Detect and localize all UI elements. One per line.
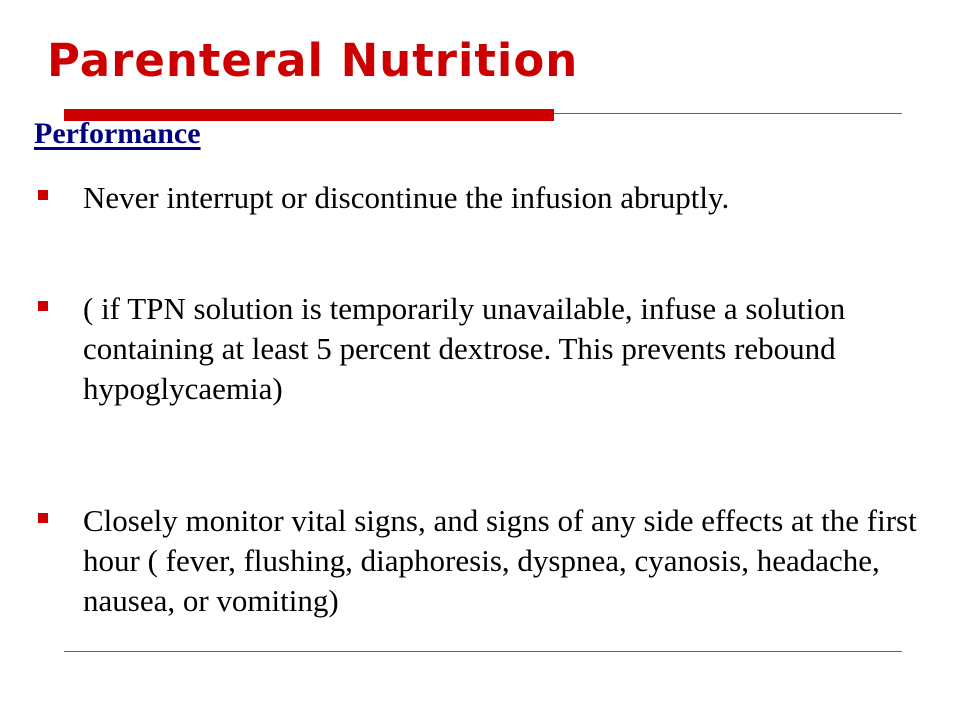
bullet-text: Closely monitor vital signs, and signs of any side effects at the first hour ( fever, flushing, diaphoresis, dyspnea, cyanosis, headache, nausea, or vomiting) (83, 503, 917, 618)
square-bullet-icon (38, 301, 48, 311)
slide-subtitle: Performance (34, 117, 201, 150)
bullet-text: Never interrupt or discontinue the infusion abruptly. (83, 180, 730, 215)
bullet-text: ( if TPN solution is temporarily unavailable, infuse a solution containing at least 5 percent dextrose. This prevents rebound hypoglycaemia) (83, 291, 846, 406)
bottom-divider-line (64, 651, 902, 652)
slide-title: Parenteral Nutrition (47, 34, 579, 87)
square-bullet-icon (38, 190, 48, 200)
square-bullet-icon (38, 513, 48, 523)
